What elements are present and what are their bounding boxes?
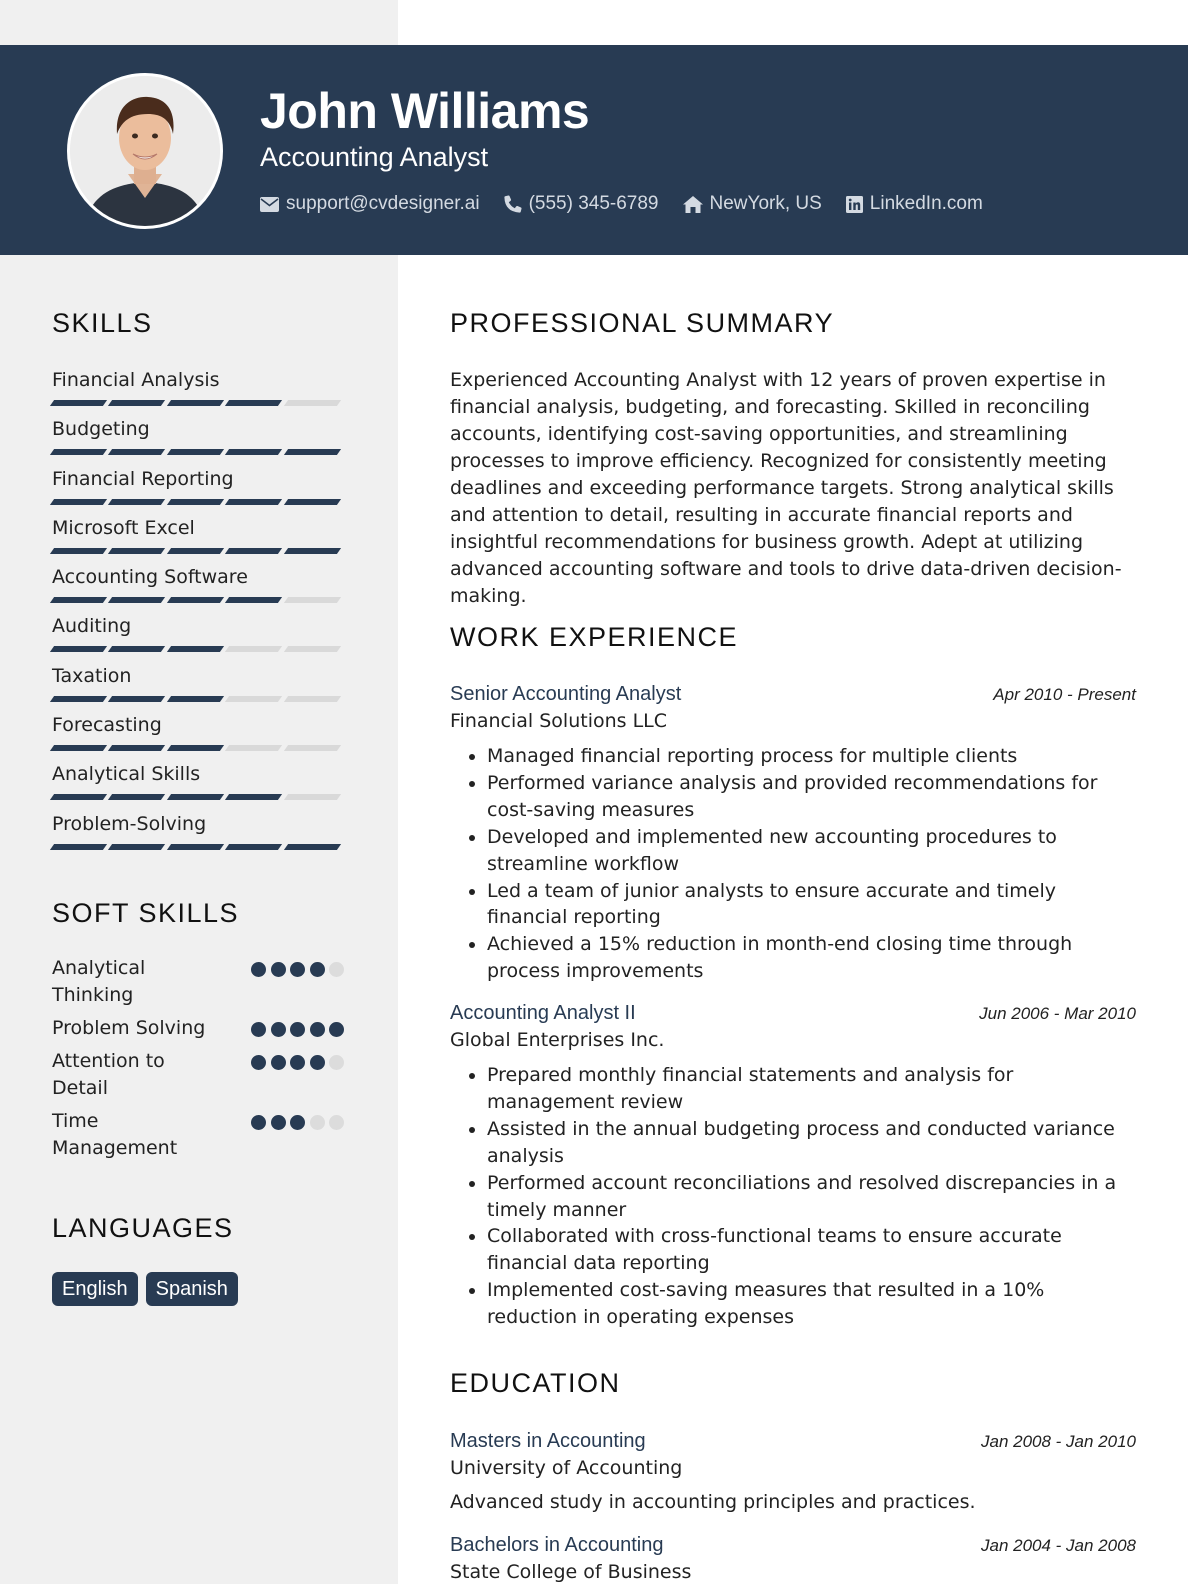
rating-dot-empty	[329, 1055, 344, 1070]
soft-skills-list	[52, 955, 344, 1168]
rating-dot-empty	[329, 962, 344, 977]
summary-text: Experienced Accounting Analyst with 12 years of proven expertise in financial analysis, budgeting, and forecasting. Skilled in reconciling accounts, identifying cost-saving opportunities, and streamlining processes to improve efficiency. Recognized for consistently meeting deadlines and exceeding performance targets. Strong analytical skills and attention to detail, resulting in accurate financial reports and insightful recommendations for business growth. Adept at utilizing advanced accounting software and tools to drive data-driven decision-making.	[450, 369, 1122, 607]
skill-bar-filled	[167, 646, 225, 652]
skill-bar-filled	[167, 597, 225, 603]
skill-bar-empty	[225, 646, 283, 652]
skill-bar-filled	[108, 499, 166, 505]
skill-level-bars	[52, 844, 344, 850]
skill-item	[52, 465, 344, 514]
education-dates: Jan 2008 - Jan 2010	[980, 1432, 1136, 1451]
skill-name: Financial Analysis	[52, 369, 220, 391]
skill-bar-filled	[108, 449, 166, 455]
skill-bar-filled	[108, 597, 166, 603]
skill-item	[52, 366, 344, 415]
language-badge: Spanish	[146, 1272, 238, 1306]
soft-skill-rating	[247, 1022, 345, 1037]
soft-skill-name: Problem Solving	[52, 1017, 206, 1039]
rating-dot-filled	[310, 1055, 325, 1070]
skill-bar-filled	[50, 449, 108, 455]
skill-bar-filled	[108, 794, 166, 800]
skill-name: Analytical Skills	[52, 763, 201, 786]
contact-row	[260, 190, 1007, 218]
education-heading: EDUCATION	[450, 1368, 621, 1398]
skill-bar-filled	[167, 844, 225, 850]
resume-header	[0, 45, 1188, 255]
skill-bar-filled	[108, 696, 166, 702]
rating-dot-filled	[251, 1055, 266, 1070]
rating-dot-empty	[310, 1115, 325, 1130]
skill-name: Problem-Solving	[52, 812, 207, 835]
contact-location-text: NewYork, US	[709, 193, 822, 214]
company-name: Financial Solutions LLC	[450, 710, 668, 732]
skill-bar-filled	[225, 499, 283, 505]
skill-name: Financial Reporting	[52, 467, 234, 490]
summary-heading: PROFESSIONAL SUMMARY	[450, 308, 835, 338]
skill-name: Budgeting	[52, 418, 150, 441]
skill-bar-filled	[284, 548, 342, 554]
skill-bar-filled	[167, 696, 225, 702]
languages-list	[52, 1272, 246, 1306]
rating-dot-filled	[251, 1022, 266, 1037]
skill-bar-filled	[167, 548, 225, 554]
job-bullet: • Led a team of junior analysts to ensure accurate and timely financial reporting	[487, 878, 1136, 932]
skill-bar-filled	[50, 794, 108, 800]
education-description: Advanced study in accounting principles and practices.	[450, 1491, 976, 1513]
skill-bar-empty	[284, 696, 342, 702]
skill-bar-filled	[108, 548, 166, 554]
job-bullets	[450, 743, 1136, 985]
skill-bar-filled	[225, 844, 283, 850]
rating-dot-filled	[251, 1115, 266, 1130]
education-dates: Jan 2004 - Jan 2008	[980, 1536, 1136, 1555]
skill-bar-filled	[225, 597, 283, 603]
skill-name: Forecasting	[52, 714, 162, 737]
degree-title: Bachelors in Accounting	[450, 1534, 664, 1556]
job-bullet: • Prepared monthly financial statements and analysis for management review	[487, 1062, 1136, 1116]
soft-skill-name: Analytical Thinking	[52, 957, 146, 1006]
skill-level-bars	[52, 449, 344, 455]
job-title: Senior Accounting Analyst	[450, 683, 682, 705]
skill-bar-filled	[225, 548, 283, 554]
skill-bar-empty	[225, 745, 283, 751]
job-dates: Apr 2010 - Present	[993, 685, 1136, 704]
languages-heading: LANGUAGES	[52, 1213, 234, 1243]
rating-dot-filled	[290, 1055, 305, 1070]
skill-bar-filled	[225, 794, 283, 800]
experience-entry	[450, 680, 1136, 985]
skill-bar-filled	[284, 844, 342, 850]
skill-bar-filled	[50, 548, 108, 554]
school-name: University of Accounting	[450, 1457, 683, 1479]
degree-title: Masters in Accounting	[450, 1430, 646, 1452]
soft-skill-rating	[247, 1115, 345, 1130]
skill-bar-empty	[284, 745, 342, 751]
skill-level-bars	[52, 696, 344, 702]
skill-bar-filled	[50, 745, 108, 751]
skill-bar-empty	[225, 696, 283, 702]
skill-bar-empty	[284, 646, 342, 652]
job-bullet: • Performed variance analysis and provided recommendations for cost-saving measures	[487, 770, 1136, 824]
contact-email-text: support@cvdesigner.ai	[286, 193, 480, 214]
job-bullet: • Collaborated with cross-functional teams to ensure accurate financial data reporting	[487, 1223, 1136, 1277]
rating-dot-filled	[271, 1022, 286, 1037]
soft-skill-item	[52, 955, 344, 1009]
contact-phone[interactable]	[504, 190, 659, 218]
skill-level-bars	[52, 548, 344, 554]
skill-bar-filled	[108, 745, 166, 751]
job-title: Accounting Analyst II	[450, 1002, 636, 1024]
job-bullet: • Developed and implemented new accounting procedures to streamline workflow	[487, 824, 1136, 878]
skill-level-bars	[52, 646, 344, 652]
skill-item	[52, 662, 344, 711]
soft-skill-rating	[247, 1055, 345, 1070]
experience-entry	[450, 999, 1136, 1331]
skill-bar-filled	[50, 400, 108, 406]
job-bullet: • Performed account reconciliations and resolved discrepancies in a timely manner	[487, 1170, 1136, 1224]
skill-bar-filled	[284, 449, 342, 455]
skill-level-bars	[52, 400, 344, 406]
linkedin-icon	[846, 196, 863, 213]
job-bullet: • Implemented cost-saving measures that resulted in a 10% reduction in operating expenses	[487, 1277, 1136, 1331]
skill-bar-filled	[108, 646, 166, 652]
skill-item	[52, 810, 344, 859]
soft-skill-rating	[247, 962, 345, 977]
skill-bar-filled	[167, 449, 225, 455]
skill-name: Taxation	[52, 664, 132, 687]
soft-skill-item	[52, 1015, 344, 1042]
soft-skill-name: Attention to Detail	[52, 1050, 165, 1099]
skill-bar-filled	[50, 646, 108, 652]
skill-bar-empty	[284, 400, 342, 406]
skill-level-bars	[52, 597, 344, 603]
skill-name: Accounting Software	[52, 566, 248, 589]
soft-skill-item	[52, 1048, 344, 1102]
skill-item	[52, 612, 344, 661]
rating-dot-filled	[271, 1115, 286, 1130]
skill-item	[52, 760, 344, 809]
rating-dot-filled	[290, 1022, 305, 1037]
rating-dot-filled	[271, 962, 286, 977]
skill-bar-filled	[167, 400, 225, 406]
skill-level-bars	[52, 794, 344, 800]
rating-dot-filled	[290, 1115, 305, 1130]
skills-list	[52, 366, 344, 859]
contact-phone-text: (555) 345-6789	[528, 193, 659, 214]
skill-bar-filled	[50, 844, 108, 850]
phone-icon	[504, 195, 522, 213]
skill-bar-filled	[167, 745, 225, 751]
skills-heading: SKILLS	[52, 308, 153, 338]
company-name: Global Enterprises Inc.	[450, 1029, 665, 1051]
education-entry	[450, 1531, 1136, 1584]
candidate-name: John Williams	[260, 83, 590, 139]
job-bullets	[450, 1062, 1136, 1331]
job-bullet: • Achieved a 15% reduction in month-end closing time through process improvements	[487, 931, 1136, 985]
soft-skills-heading: SOFT SKILLS	[52, 898, 240, 928]
skill-item	[52, 514, 344, 563]
rating-dot-filled	[271, 1055, 286, 1070]
skill-bar-filled	[50, 696, 108, 702]
skill-bar-filled	[167, 794, 225, 800]
skill-level-bars	[52, 499, 344, 505]
rating-dot-filled	[310, 962, 325, 977]
skill-item	[52, 415, 344, 464]
soft-skill-item	[52, 1108, 344, 1162]
contact-email[interactable]	[260, 190, 480, 218]
rating-dot-filled	[329, 1022, 344, 1037]
job-dates: Jun 2006 - Mar 2010	[979, 1004, 1136, 1023]
skill-bar-filled	[50, 597, 108, 603]
skill-bar-filled	[50, 499, 108, 505]
skill-bar-filled	[108, 844, 166, 850]
skill-item	[52, 563, 344, 612]
candidate-title: Accounting Analyst	[260, 142, 489, 172]
rating-dot-filled	[290, 962, 305, 977]
skill-item	[52, 711, 344, 760]
experience-heading: WORK EXPERIENCE	[450, 622, 739, 652]
skill-name: Microsoft Excel	[52, 516, 195, 539]
home-icon	[683, 196, 703, 213]
rating-dot-empty	[329, 1115, 344, 1130]
job-bullet: • Managed financial reporting process for multiple clients	[487, 743, 1136, 770]
school-name: State College of Business	[450, 1561, 692, 1583]
education-entry	[450, 1427, 1136, 1516]
rating-dot-filled	[310, 1022, 325, 1037]
skill-bar-filled	[284, 499, 342, 505]
skill-name: Auditing	[52, 615, 132, 638]
skill-bar-filled	[225, 449, 283, 455]
skill-level-bars	[52, 745, 344, 751]
soft-skill-name: Time Management	[52, 1110, 178, 1159]
skill-bar-filled	[225, 400, 283, 406]
job-bullet: • Assisted in the annual budgeting process and conducted variance analysis	[487, 1116, 1136, 1170]
skill-bar-filled	[167, 499, 225, 505]
skill-bar-filled	[108, 400, 166, 406]
envelope-icon	[260, 197, 279, 212]
contact-location	[683, 190, 822, 218]
contact-linkedin-text: LinkedIn.com	[869, 193, 983, 214]
avatar	[67, 73, 223, 229]
skill-bar-empty	[284, 794, 342, 800]
language-badge: English	[52, 1272, 138, 1306]
skill-bar-empty	[284, 597, 342, 603]
contact-linkedin[interactable]	[846, 190, 983, 218]
rating-dot-filled	[251, 962, 266, 977]
profile-photo	[70, 76, 220, 226]
